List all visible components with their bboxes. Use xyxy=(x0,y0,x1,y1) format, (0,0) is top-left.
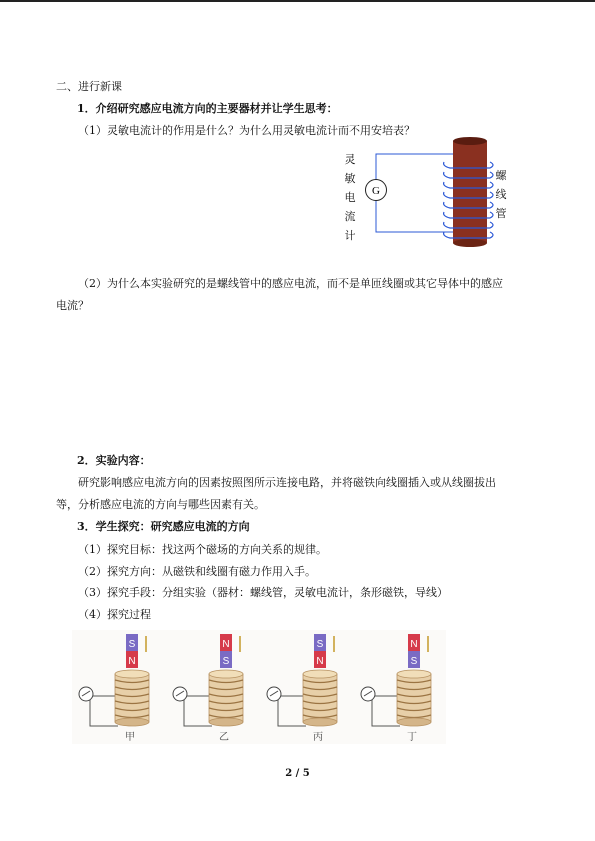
item2-line2: 等，分析感应电流的方向与哪些因素有关。 xyxy=(56,498,265,511)
magnet-top-pole-label: S xyxy=(128,639,136,650)
panel-caption: 甲 xyxy=(125,732,135,743)
item1-question-2-line2: 电流？ xyxy=(56,299,89,312)
item1-question-1: （1）灵敏电流计的作用是什么？为什么用灵敏电流计而不用安培表？ xyxy=(78,124,415,137)
item3-step-1: （1）探究目标：找这两个磁场的方向关系的规律。 xyxy=(78,543,327,556)
item2-line1: 研究影响感应电流方向的因素按照图所示连接电路，并将磁铁向线圈插入或从线圈拔出 xyxy=(78,476,496,489)
solenoid-core-top xyxy=(453,137,487,145)
magnet-top-pole-label: N xyxy=(222,639,230,650)
galvanometer-label-char: 敏 xyxy=(344,172,356,185)
magnet-bottom-pole-label: N xyxy=(128,656,136,667)
galvanometer-label-char: 灵 xyxy=(344,153,356,166)
magnet-top-pole-label: N xyxy=(410,639,418,650)
galvanometer-label xyxy=(343,150,357,245)
item1-question-2-line1: （2）为什么本实验研究的是螺线管中的感应电流，而不是单匝线圈或其它导体中的感应 xyxy=(78,277,503,290)
page-number: 2 / 5 xyxy=(285,768,310,779)
galvanometer-symbol: G xyxy=(372,185,380,197)
magnet-top-pole-label: S xyxy=(316,639,324,650)
magnet-bottom-pole-label: S xyxy=(410,656,418,667)
experiment-figure xyxy=(72,630,446,744)
item1-title: 1．介绍研究感应电流方向的主要器材并让学生思考： xyxy=(77,102,338,115)
magnet-bottom-pole-label: S xyxy=(222,656,230,667)
solenoid-label-char: 线 xyxy=(495,188,507,201)
solenoid-label-char: 螺 xyxy=(495,169,507,182)
solenoid-label-char: 管 xyxy=(495,207,507,220)
circuit-wire xyxy=(376,154,454,232)
item3-step-4: （4）探究过程 xyxy=(78,608,151,621)
galvanometer-label-char: 电 xyxy=(344,191,356,204)
item3-step-3: （3）探究手段：分组实验（器材：螺线管，灵敏电流计，条形磁铁，导线） xyxy=(78,586,448,599)
panel-caption: 乙 xyxy=(219,732,229,743)
solenoid-circuit-diagram xyxy=(360,132,495,247)
item3-title: 3．学生探究：研究感应电流的方向 xyxy=(77,520,250,533)
galvanometer-label-char: 计 xyxy=(344,229,356,242)
magnet-bottom-pole-label: N xyxy=(316,656,324,667)
panel-caption: 丙 xyxy=(313,732,323,743)
panel-caption: 丁 xyxy=(407,732,417,743)
section-heading: 二、进行新课 xyxy=(56,80,122,93)
item3-step-2: （2）探究方向：从磁铁和线圈有磁力作用入手。 xyxy=(78,565,316,578)
item2-title: 2．实验内容： xyxy=(77,454,151,467)
header-rule xyxy=(0,0,595,2)
galvanometer-label-char: 流 xyxy=(344,210,356,223)
solenoid-label xyxy=(494,166,508,223)
